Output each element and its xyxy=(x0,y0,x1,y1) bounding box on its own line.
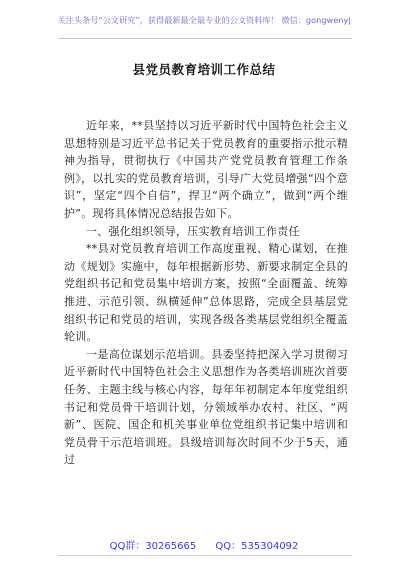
footer-contacts xyxy=(0,540,408,553)
document-title: 县党员教育培训工作总结 xyxy=(132,62,276,77)
paragraph-intro: 近年来，**县坚持以习近平新时代中国特色社会主义思想特别是习近平总书记关于党员教育的重要指示批示精神为指导，贯彻执行《中国共产党党员教育管理工作条例》，以扎实的党员教育培训，引导广大党员增强“四个意识”，坚定“四个自信”，捍卫“两个确立”，做到“两个维护”。现将具体情况总结报告如下。 xyxy=(64,119,348,220)
footer-rule xyxy=(58,555,352,556)
header-banner: 关注头条号“公文研究”，获得最新最全最专业的公文资料库！ 微信：gongwenyj xyxy=(57,15,351,25)
paragraph-section-1: **县对党员教育培训工作高度重视、精心谋划，在推动《规划》实施中，每年根据新形势、新要求制定全县的党组织书记和党员集中培训方案，按照“全面覆盖、统筹推进、示范引领、纵横延伸”总体思路，完成全县基层党组织书记和党员的培训，实现各级各类基层党组织全覆盖轮训。 xyxy=(64,242,348,344)
header-rule xyxy=(58,38,352,39)
footer-qq: QQ：535304092 xyxy=(215,541,299,552)
document-body xyxy=(64,117,348,469)
paragraph-point-1: 一是高位谋划示范培训。县委坚持把深入学习贯彻习近平新时代中国特色社会主义思想作为各类培训班次首要任务、主题主线与核心内容，每年年初制定本年度党组织书记和党员骨干培训计划，分领域举办农村、社区、“两新”、医院、国企和机关事业单位党组织书记集中培训和党员骨干示范培训班。县级培训每次时间不少于5天，通过 xyxy=(64,347,348,467)
section-heading: 一、强化组织领导，压实教育培训工作责任 xyxy=(86,224,300,238)
footer-qq-group: QQ群：30265665 xyxy=(109,541,197,552)
